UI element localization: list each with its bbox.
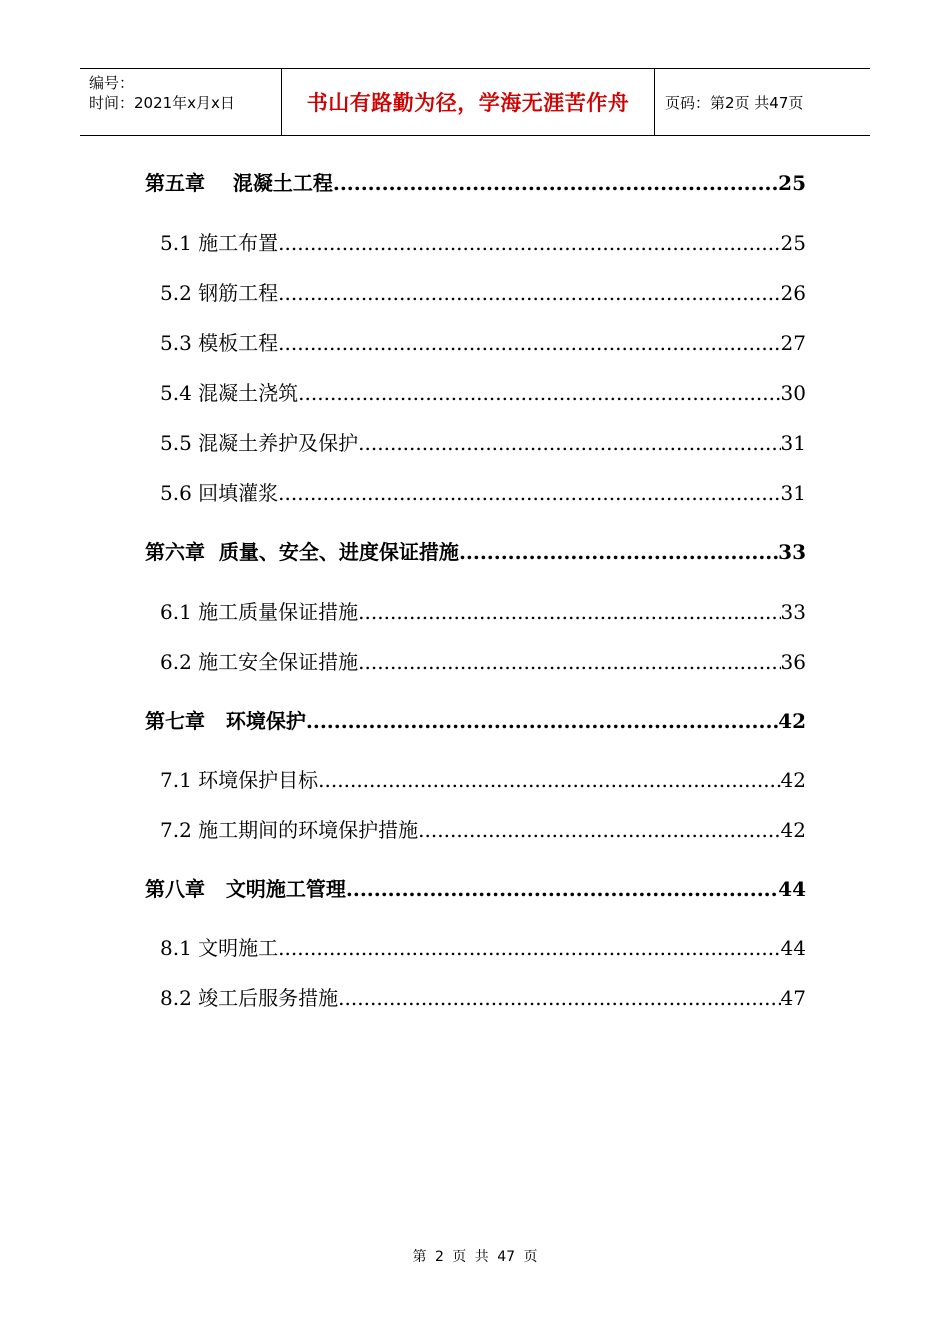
toc-entry-title: 5.3 模板工程 <box>160 331 279 355</box>
toc-entry-page-number: 30 <box>780 381 806 405</box>
header-number-label: 编号： <box>89 74 135 92</box>
toc-section-entry[interactable] <box>160 647 806 677</box>
toc-entry-title: 5.5 混凝土养护及保护 <box>160 431 359 455</box>
toc-entry-title: 6.2 施工安全保证措施 <box>160 650 359 674</box>
toc-entry-title: 第五章 混凝土工程 <box>145 171 333 195</box>
toc-entry-page-number: 31 <box>780 481 806 505</box>
header-motto: 书山有路勤为径，学海无涯苦作舟 <box>282 69 655 135</box>
toc-entry-title: 第八章 文明施工管理 <box>145 877 346 901</box>
toc-entry-title: 8.2 竣工后服务措施 <box>160 986 339 1010</box>
toc-entry-title: 5.1 施工布置 <box>160 231 279 255</box>
toc-entry-page-number: 33 <box>778 540 806 564</box>
toc-entry-page-number: 47 <box>780 986 806 1010</box>
toc-dot-leader <box>358 597 780 627</box>
toc-entry-page-number: 42 <box>780 818 806 842</box>
toc-section-entry[interactable] <box>160 765 806 795</box>
toc-section-entry[interactable] <box>160 933 806 963</box>
toc-entry-page-number: 31 <box>780 431 806 455</box>
page-header <box>80 68 870 136</box>
toc-section-entry[interactable] <box>160 228 806 258</box>
toc-entry-title: 7.2 施工期间的环境保护措施 <box>160 818 419 842</box>
toc-dot-leader <box>278 278 780 308</box>
toc-dot-leader <box>278 933 780 963</box>
toc-chapter-entry[interactable] <box>145 537 806 567</box>
toc-dot-leader <box>358 647 780 677</box>
toc-entry-page-number: 44 <box>780 936 806 960</box>
toc-entry-title: 7.1 环境保护目标 <box>160 768 319 792</box>
toc-entry-title: 5.6 回填灌浆 <box>160 481 279 505</box>
toc-dot-leader <box>278 228 780 258</box>
toc-section-entry[interactable] <box>160 428 806 458</box>
toc-dot-leader <box>318 765 780 795</box>
toc-chapter-entry[interactable] <box>145 706 806 736</box>
toc-entry-page-number: 25 <box>778 171 806 195</box>
toc-dot-leader <box>459 537 778 567</box>
toc-chapter-entry[interactable] <box>145 874 806 904</box>
toc-dot-leader <box>346 874 778 904</box>
toc-section-entry[interactable] <box>160 278 806 308</box>
toc-entry-page-number: 25 <box>780 231 806 255</box>
toc-section-entry[interactable] <box>160 328 806 358</box>
toc-dot-leader <box>358 428 780 458</box>
toc-section-entry[interactable] <box>160 815 806 845</box>
toc-chapter-entry[interactable] <box>145 168 806 198</box>
page-footer: 第 2 页 共 47 页 <box>412 1249 538 1265</box>
toc-entry-title: 5.4 混凝土浇筑 <box>160 381 299 405</box>
toc-dot-leader <box>278 328 780 358</box>
toc-section-entry[interactable] <box>160 983 806 1013</box>
toc-entry-page-number: 27 <box>780 331 806 355</box>
toc-section-entry[interactable] <box>160 597 806 627</box>
toc-section-entry[interactable] <box>160 478 806 508</box>
toc-dot-leader <box>418 815 780 845</box>
toc-entry-page-number: 42 <box>778 709 806 733</box>
toc-entry-page-number: 36 <box>780 650 806 674</box>
toc-dot-leader <box>338 983 780 1013</box>
toc-dot-leader <box>278 478 780 508</box>
header-page-info: 页码：第2页 共47页 <box>665 93 804 112</box>
toc-entry-title: 第六章 质量、安全、进度保证措施 <box>145 540 459 564</box>
toc-entry-title: 6.1 施工质量保证措施 <box>160 600 359 624</box>
toc-entry-page-number: 42 <box>780 768 806 792</box>
toc-section-entry[interactable] <box>160 378 806 408</box>
toc-entry-page-number: 26 <box>780 281 806 305</box>
toc-entry-title: 8.1 文明施工 <box>160 936 279 960</box>
toc-entry-title: 5.2 钢筋工程 <box>160 281 279 305</box>
toc-entry-title: 第七章 环境保护 <box>145 709 306 733</box>
toc-dot-leader <box>333 168 778 198</box>
toc-entry-page-number: 44 <box>778 877 806 901</box>
header-time-label: 时间：2021年x月x日 <box>89 94 235 112</box>
header-meta-cell <box>80 69 282 135</box>
toc-dot-leader <box>298 378 780 408</box>
toc-dot-leader <box>306 706 778 736</box>
toc-entry-page-number: 33 <box>780 600 806 624</box>
